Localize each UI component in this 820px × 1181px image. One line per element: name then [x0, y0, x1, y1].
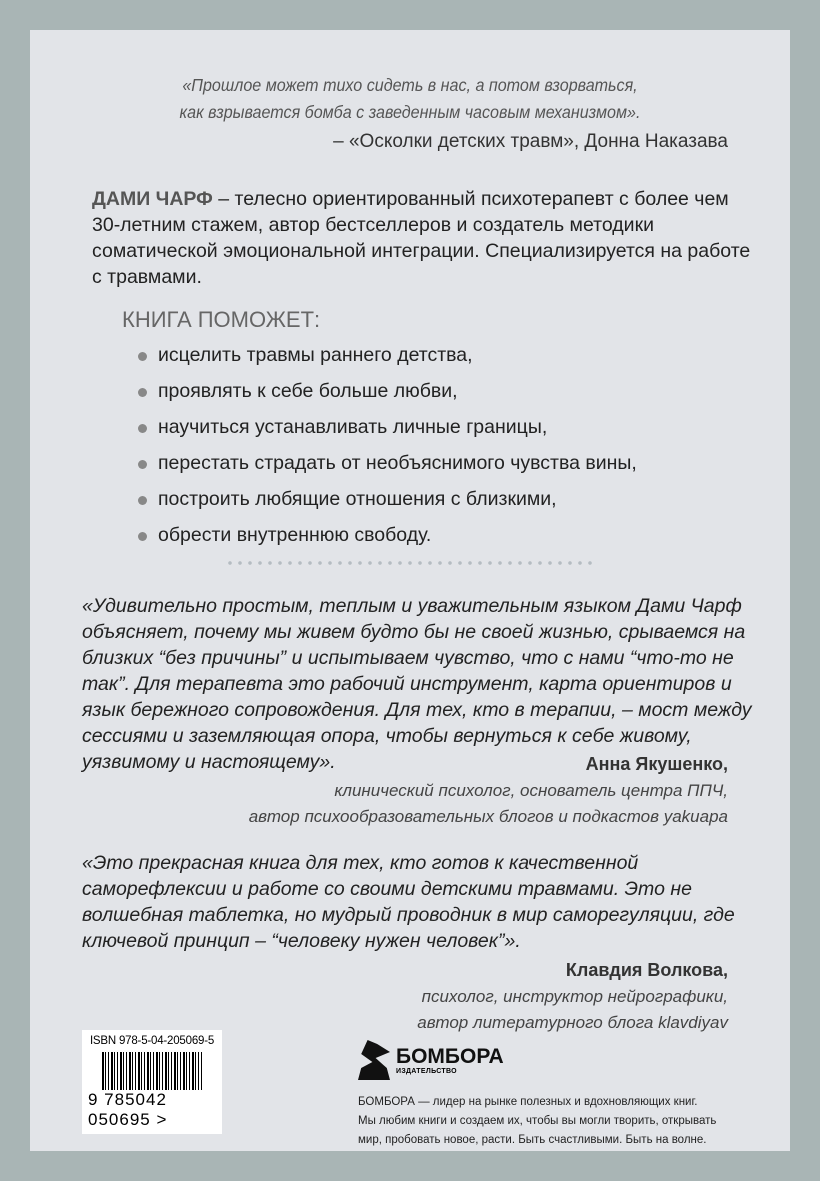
review-text: «Удивительно простым, теплым и уважительным языком Дами Чарф объясняет, почему мы живем будто бы не своей жизнью, срываемся на близких “без причины” и испытываем чувство, что с нами “что-то не так”. Для терапевта это рабочий инструмент, карта ориентиров и язык бережного сопровождения. Для тех, кто в терапии, – мост между сессиями и заземляющая опора, чтобы вернуться к себе живому, уязвимому и настоящему».: [82, 595, 752, 773]
barcode-digits: 9 785042 050695 >: [88, 1090, 222, 1130]
author-name: ДАМИ ЧАРФ: [92, 188, 213, 210]
reviewer-credentials: [249, 778, 728, 830]
list-item: научиться устанавливать личные границы,: [138, 412, 637, 448]
list-item: перестать страдать от необъяснимого чувства вины,: [138, 448, 637, 484]
epigraph: [60, 72, 759, 126]
epigraph-line: «Прошлое может тихо сидеть в нас, а потом взорваться,: [182, 75, 638, 95]
reviewer-name: Клавдия Волкова,: [565, 960, 728, 980]
isbn-label: ISBN 978-5-04-205069-5: [82, 1034, 222, 1048]
credential-line: психолог, инструктор нейрографики,: [421, 987, 728, 1006]
bombora-figure-icon: [358, 1040, 390, 1080]
credential-line: автор психообразовательных блогов и подкастов yakuapa: [248, 807, 728, 826]
epigraph-line: как взрывается бомба с заведенным часовым механизмом».: [179, 102, 641, 122]
review-text: «Это прекрасная книга для тех, кто готов к качественной саморефлексии и работе со своими детскими травмами. Это не волшебная таблетка, но мудрый проводник в мир саморегуляции, где ключевой принцип – “человеку нужен человек”».: [82, 852, 735, 952]
list-item: обрести внутреннюю свободу.: [138, 520, 637, 556]
publisher-logo: [358, 1040, 504, 1080]
reviewer-name: Анна Якушенко,: [585, 754, 728, 774]
epigraph-attribution: – «Осколки детских травм», Донна Наказава: [333, 131, 728, 152]
list-item: исцелить травмы раннего детства,: [138, 340, 637, 376]
bio-text: – телесно ориентированный психотерапевт с более чем 30-летним стажем, автор бестселлеров и создатель методики соматической эмоциональной интеграции. Специализируется на работе с травмами.: [92, 188, 751, 288]
logo-text: БОМБОРА: [396, 1044, 504, 1068]
benefit-list: [138, 340, 637, 556]
back-cover: [30, 30, 790, 1151]
desc-line: мир, пробовать новое, расти. Быть счастливыми. Быть на волне.: [358, 1134, 707, 1146]
helps-heading: КНИГА ПОМОЖЕТ:: [122, 307, 321, 332]
credential-line: автор литературного блога klavdiyav: [417, 1013, 728, 1032]
list-item: построить любящие отношения с близкими,: [138, 484, 637, 520]
publisher-description: [358, 1093, 716, 1150]
desc-line: БОМБОРА — лидер на рынке полезных и вдохновляющих книг.: [358, 1096, 698, 1108]
credential-line: клинический психолог, основатель центра ППЧ,: [334, 781, 728, 800]
logo-subtext: ИЗДАТЕЛЬСТВО: [396, 1067, 457, 1075]
isbn-barcode: [82, 1030, 222, 1134]
dotted-divider: [225, 561, 595, 565]
author-bio: [92, 186, 752, 290]
desc-line: Мы любим книги и создаем их, чтобы вы могли творить, открывать: [358, 1115, 717, 1127]
reviewer-credentials: [417, 984, 728, 1036]
list-item: проявлять к себе больше любви,: [138, 376, 637, 412]
